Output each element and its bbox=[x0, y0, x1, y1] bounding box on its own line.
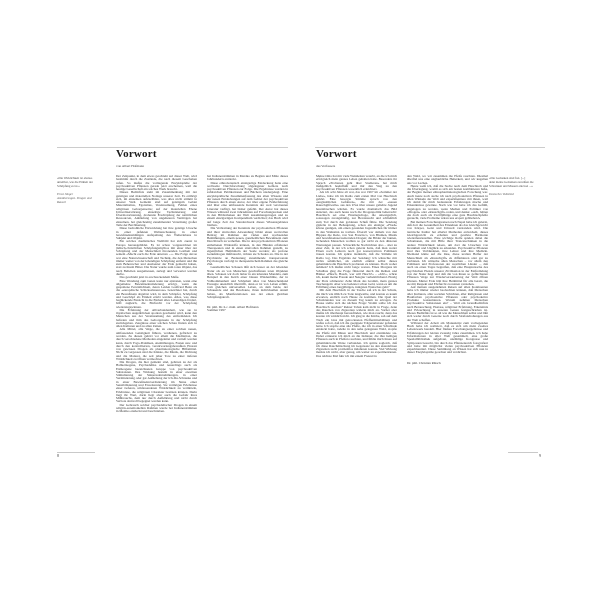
text-line: «Die Wirklichkeit ist ebenso bbox=[57, 176, 93, 180]
text-line: Das geschieht jetzt in erschreckendem Maße. bbox=[119, 275, 180, 280]
left-page-number: 8 bbox=[57, 453, 59, 458]
right-margin-quote bbox=[489, 177, 544, 197]
left-page-top-rule bbox=[57, 147, 288, 148]
text-line: Der Zeitpunkt, in dem etwas geschieht auf dieser Welt, wird bestimmt durch die Zustände, die nach diesem Geschehen rufen. So mußte die vorliegende Enzyklopädie der psychoaktiven Pflanzen gerade jetzt erscheinen, weil die heutige Gesellschaft ein solches Werk braucht. bbox=[116, 175, 197, 192]
text-line: Mit dem Haschisch in der Tasche saß ich in der Schule, die mich wie üblich zu Tode langweilte, und konnte es kaum erwarten, endlich nach Hause zu kommen. Die Qual der Schulstunden war an diesem Tag kaum zu ertragen. Zu Hause stellte sich die nächste Frage: Womit sollte ich das Haschisch rauchen? Reiner Tabak kam nicht in Frage, denn das Rauchen von Zigaretten widerte mich an. Vorher aber mußte ich überhaupt herausfinden, wie man raucht, denn das konnte ich wirklich nicht. Ich ging in die Küche, sah auf dem Tisch ein Glas mit getrockneten Pfefferminzblättern und wußte sofort, daß ich die geeignete Trägersubstanz gefunden hatte. Ich stopfte eine alte Pfeife, die ich in einer Schublade entdeckt hatte, radelte in den nahe gelegenen Wald, stopfte die Pfeife mit Minze und Haschisch und entzündete sie. Dabei erinnerte ich mich an die Indianer, die ihre heiligen Pflanzen auch in Pfeifen rauchten, und fühlte mich ihnen auf geheimnisvolle Weise verbunden. Ich spürte sogleich, daß ich diese Rauchmischung im Gegensatz zu den skandalösen Zigaretten recht problemlos inhalieren konnte. Viel Wirkung merkte ich nicht, aber genug, um weiter zu experimentieren. Das nächste Mal fuhr ich mit einem Freund in bbox=[316, 288, 397, 358]
right-column-2 bbox=[407, 175, 488, 365]
right-quote-lines bbox=[489, 177, 544, 189]
text-line: Schranken und Mauern entzwei ...» bbox=[489, 183, 533, 188]
right-page-number: 9 bbox=[539, 453, 541, 458]
left-quote-lines bbox=[57, 177, 99, 189]
text-line: Als ich acht Jahre alt war, das war 1967 im «Sommer der Liebe», habe ich im Radio zum ersten Mal von Haschisch gehört. Eine besorgte Stimme sprach von den «unglaublichen Gefahren», die mit der «neuen Rauschgiftwelle» aus den USA über unsere geliebte Jugend hereinbrechen würden. Es wurde dramatisch das Bild skizziert, das auch heute noch die Drogenpolitik beherrscht: Haschisch sei eine Einstiegsdroge, die unweigerlich, sozusagen zwangsläufig, zur Heroinsucht und schließlich zum Tod durch den goldenen Schuß führe. Die Sendung gipfelte in der Behauptung, schon ein einziger «Flash» könne genügen, um einen gesunden Jugendlichen für immer in den Wahnsinn zu treiben. Überall war damals von den Hippies die Rede, von San Francisco, von Blumen, Musik und bewußtseinserweiternden Drogen; die Bilder der bunten, lachenden Menschen wollten so gar nicht zu den düsteren Warnungen passen. Schreckliche Nachrichten also – aber zu einer Zeit, in der ich schon gelernt hatte, daß man weder Eltern noch Lehrern noch gar konservativen Politikern trauen konnte. Ich spürte instinktiv, daß die Stimme im Radio log. Das Ergebnis der Sendung: Ich wünschte mir nichts sehnlicher, als endlich einmal selbst dieses geheimnisvolle Haschisch probieren zu können. Doch woher nehmen? Ich mußte nicht lange warten. Eines Morgens im Schulbus ging die Frage flüsternd durch die Reihen und Bänke: «Hasch, Hasch, wer will Hasch?» – «Ich!», schrie ich, kaum meine Freude und Neugier verheimlichend. Einzig der Preis schmerzte: Zehn Mark das Gramm, mein ganzes Taschengeld. Aber was bedeutet schon Geld, wenn es um die Erfüllung eines langjährigen, innigsten Wunsches geht? bbox=[316, 190, 397, 290]
text-line: den Wald, wo wir zusammen die Pfeife rauchten. Diesmal überfiel uns eine unglaubliche Heiterkeit, und wir kugelten uns vor Lachen. bbox=[407, 174, 488, 185]
text-line: Der Gebrauch solcher psychedelischer Drogen in einem religiös-zeremoniellen Rahmen wurde bei Indianerstämmen in Mexiko entdeckt und beschrieben. bbox=[116, 402, 197, 414]
text-line: Eine Wendung zum Guten kann nur eintreten, wenn eine allgemeine Bewußtseinsänderung erfolgt, wenn die gespaltene Persönlichkeit, deren Leiden Gottfried Benn als die «europäische Schicksalsneurose» bezeichnet hat, durch ein Bewußtsein abgelöst wird, in dem Schöpfer, Schöpfung und Geschöpf als Einheit erlebt werden. Alles, was diese beglückende Einsicht in die Einheit alles Lebendigen fördert, hilft zugleich, die Ehrfurcht vor der Schöpfung wiederzugewinnen. bbox=[116, 278, 197, 309]
text-line: Sommer 1997 bbox=[207, 308, 226, 313]
text-line: Auf meinen ausgedehnten Reisen auf allen Kontinenten habe ich immer wieder beobachten können, daß Menschen aller Kulturen, aller sozialen Schichten, aller Religionen und Hautfarben psychoaktive Pflanzen oder psychoaktive Produkte konsumieren. Warum nehmen Menschen psychoaktive Substanzen ein? – Weil ein Grundbedürfnis nach Berauschung, Ekstase, religiöser Erfahrung, Erkenntnis und Erleuchtung in unseren Genen festgeschrieben ist. Dieses Bedürfnis ist so alt wie die Menschheit selbst und läßt sich weder durch Gesetze noch durch Strafandrohungen aus der Welt schaffen. bbox=[407, 285, 488, 322]
text-line: Diese ethnobotanisch einzigartige Entdeckung hatte eine weltweite Durchforschung abgelegener Gebiete nach psychoaktiven Pflanzen zur Folge. Die Ergebnisse wurden in zahlreichen Publikationen und Büchern niedergelegt. Eine enzyklopädische Zusammenfassung des alten Wissens und der neuen Entdeckungen auf dem Gebiet der psychoaktiven Pflanzen durch einen Autor, der über eigene Felderfahrung und über eine umfassende Kenntnis der weit verstreuten Literatur verfügt, hat bisher gefehlt. Der Autor hat dieses Wissen während zwei Jahrzehnten auf Forschungsreisen und in den Bibliotheken der Welt zusammengetragen und zu einem einzigartigen Kompendium verdichtet; das Buch wird auf lange Zeit das Standardwerk dieses Wissensgebietes bleiben. bbox=[207, 180, 288, 227]
left-page-subtitle: von Albert Hofmann bbox=[116, 164, 145, 168]
right-quote-attribution bbox=[489, 193, 544, 197]
text-line: Ganzheitliches Schauen läßt sich besser an der lebenden Natur als an von Menschen geschaffenen toten Objekten üben. Schauen wir doch lieber in ein lebendes Mandala, zum Beispiel in den Kelch einer blauen Windenblüte, der in Vollkommenheit und Schönheit alles von Menschenhand Erzeugte unendlich übertrifft, denn er ist von Leben erfüllt, vom gleichen universellen Leben, an dem beide, der Schauende und das Beschaute, ihren individuellen Anteil haben, als Manifestationen aus der einen gleichen Schöpfungskraft. bbox=[207, 265, 288, 299]
text-line: Ein solches dualistisches Weltbild hat sich zuerst in Europa herausgebildet. Es ist schon vorgezeichnet im jüdisch-christlichen Schöpfungsmythos mit einer über der Schöpfung und der Menschheit thronenden Gottheit und seinem «Macht euch die Erde untertan ...». Die Folge davon war eine Naturwissenschaft und Technik, die den Menschen immer weiter von der lebendigen Schöpfung entfernt und ihn zum Beherrscher und Ausbeuter der Erde gemacht haben, statt zu ihrem Hüter. Die Natur wurde zum toten Objekt, das nach Belieben ausgemessen, zerlegt und verwertet werden durfte. bbox=[116, 239, 197, 276]
text-line: Heute weiß ich, daß die Suche nach dem Haschisch und die Überlegung, womit es sich am besten kombinieren ließe, der Beginn meiner ethnopharmakologischen Forschung war. Auch heute noch suche ich nach psychoaktiven Pflanzen in allen Winkeln der Welt und experimentiere mit ihnen, weil ich damit für mich bedeutende Erfahrungen mache und Erkenntnisse gewinne. Nach wie vor habe ich das Gefühl, angelogen zu werden, wenn Medien und Politiker von «Drogen» oder «Rauschgift» reden, und denke: «Ach, hätten die doch auch als Zwölfjährige eine gute Haschischpfeife geraucht, viele Probleme wären uns erspart geblieben!» bbox=[407, 183, 488, 221]
text-line: Dieses Bedürfnis steht im Zusammenhang mit der geistigen und materiellen Notlage unserer Zeit. Es erübrigt sich, im einzelnen aufzuzählen, was alles nicht stimmt in unserer Welt. Gemeint sind auf geistigem Gebiet Materialismus, Egoismus, Vereinsamung, Fehlen eines religiösen Geborgenseins; auf der materiellen Ebene Umweltzerstörung, einseitige Technisierung und Übermotorisierung, drohende Erschöpfung der natürlichen Ressourcen, Anhäufung von ungeheuren Vermögen bei einzelnen, bei gleichzeitig zunehmender Verarmung großer Teile der Bevölkerung. bbox=[116, 190, 197, 227]
left-footer-rule bbox=[57, 452, 95, 453]
right-footer-rule bbox=[508, 452, 538, 453]
left-margin-quote bbox=[57, 177, 99, 204]
text-line: Bei meinen Forschungsreisen nach Nepal habe ich gelernt, daß dort die Gesundheit des Einzelnen als das Gleichgewicht von Körper, Geist und Umwelt verstanden wird. Die tantrische Kultur hat allerlei Methoden entwickelt, dieses Gleichgewicht zu erhalten und gestörte Harmonie wiederherzustellen. Eine wichtige Rolle spielen dabei die Schamanen, die mit Hilfe ihrer Trancetechniken in die andere Wirklichkeit reisen, um dort die Ursachen von Krankheit und Unglück zu erkunden. Psychoaktive Pflanzen sind ihre Verbündeten, ihre Lehrer und ihre Medizin. Niemand käme auf die Idee, diese uralten Helfer der Menschheit als «Rauschgift» zu diffamieren oder gar zu verbieten. Ich wünsche allen Menschen – vor allem den Politikern und Professoren der westlichen Länder –, daß auch sie eines Tages begreifen, daß eine Hauptursache des psychischen Elends unserer Zivilisation in der Entfremdung von der Natur liegt und daß die von ihnen so gefürchteten Pflanzen Wege zur Wiederverzauberung der Welt öffnen können. Mutter Erde hält ihre Heilmittel für alle bereit, die sie mit Respekt und Ehrfurcht zu nutzen verstehen. bbox=[407, 219, 488, 286]
text-line: Diese bedrohliche Entwicklung hat ihre geistige Ursache in einer defekten Weltanschauung, in einer bewußtseinsmäßigen Aufspaltung des Welterlebens in Subjekt und Objekt. bbox=[116, 226, 197, 241]
left-column-2-text bbox=[207, 175, 288, 299]
right-column-2-text bbox=[407, 175, 488, 355]
text-line: Schöpfung es ist.» bbox=[57, 183, 80, 188]
text-line: Dr. phil. Christian Rätsch bbox=[407, 360, 441, 365]
text-line: Während der Arbeit am Manuskript zum vorliegenden Buch habe ich realisiert, daß es sich um mein zweites Lebenswerk handelt. Hier fließen Forschungsergebnisse und Erfahrungen der letzten zwanzig Jahre zusammen. Ich habe Informationen in aller Welt gesammelt, eine große Spezialbibliothek aufgebaut, unzählige Kongresse und Symposien besucht, bin durch das Pflanzenreich fotografiert und habe mit möglichst vielen psychoaktiven Pflanzen experimentiert. Diese Sammlung an Wissen hat sich nun in dieser Enzyklopädie geordnet und verdichtet. bbox=[407, 320, 488, 355]
text-line: Ernst Jünger bbox=[57, 191, 74, 196]
right-column-1 bbox=[316, 175, 397, 454]
text-line: Deutsches Volkslied bbox=[489, 191, 514, 196]
right-signature bbox=[407, 362, 488, 365]
text-line: Die Erfahrung der Allverbundenheit, wie sie in mystischen Augenblicken spontan geschenkt wird, kann den Menschen aus der Vereinsamung des entfremdeten Ich befreien und ihm das Geborgensein in der Schöpfung zurückgeben. Zeugnisse einer solchen Schau finden sich in allen Kulturen und zu allen Zeiten. bbox=[116, 307, 197, 329]
text-line: bei Indianerstämmen in Mexiko zu Beginn und Mitte dieses Jahrhunderts entdeckt. bbox=[207, 174, 288, 182]
text-line: Annäherungen. Drogen und Rausch bbox=[57, 195, 92, 204]
text-line: Alle Mittel, alle Wege, die zu einer solchen neuen, umfassenden Geistigkeit führen, verdienen, gefördert zu werden. Zu diesen gehört vor allem die Meditation, die durch verschiedene Methoden eingeleitet und vertieft werden kann, durch Yoga-Praktiken, Atemübungen, Fasten usw. und durch den kontrollierten, verantwortungsbewußten Einsatz von gewissen Drogen als pharmakologische Hilfsmittel. Nicht zu vergessen sind die Künste, die Musik, die Dichtung und die Malerei, die seit jeher Tore zu einer tieferen Wirklichkeit zu öffnen vermochten. bbox=[116, 327, 197, 361]
left-signature bbox=[207, 306, 288, 313]
left-quote-attribution bbox=[57, 193, 99, 205]
text-line: Die Drogen, die hier gemeint sind, gehören zu der als Halluzinogene, Psychedelika und neuerdings auch als Entheogene bezeichneten Gruppe von psychoaktiven Substanzen. Ihre Wirkung besteht in einer enormen Stimulierung der Sinneswahrnehmungen, in einer Verminderung oder gar Aufhebung der Ich-Du-Schranke und in einer Bewußtseinsveränderung im Sinne einer Sensibilisierung und Erweiterung. Sie vermögen Erlebnisse einer tieferen, umfassenderen Wirklichkeit zu vermitteln, Erlebnisse, die religiösen Charakter besitzen können. Darin liegt ihr Wert, darin liegt aber auch die Gefahr ihres Mißbrauchs, dem nur durch Aufklärung und nicht durch Verbote sinnvoll begegnet werden kann. bbox=[116, 360, 197, 404]
text-line: denn meine Gedanken zerreißen die bbox=[489, 179, 534, 184]
text-line: Dr. phil. Dr. h.c. mult. Albert Hofmann bbox=[207, 305, 259, 310]
left-column-1 bbox=[116, 175, 197, 449]
text-line: Die Verbreitung der Kenntnis der psychoaktiven Pflanzen und ihrer sinnvollen Anwendung bildet einen wertvollen Beitrag im Rahmen der vielen und wachsenden Bemühungen, einem neuen, ganzheitlichen Bewußtsein zum Durchbruch zu verhelfen. Die in den psychoaktiven Pflanzen enthaltenen Wirkstoffe können, in den Händen erfahrener Therapeuten und in einen sinnvollen Rahmen gestellt, zu eigentlichen Heilmitteln der Seele werden; als profane Genußdrogen mißbraucht, richten sie Schaden an. Die in der Psychiatrie an Bedeutung zunehmende transpersonale Psychologie verfolgt in therapeutischem Rahmen das gleiche Ziel. bbox=[207, 226, 288, 267]
right-page-subtitle: des Verfassers bbox=[316, 164, 336, 168]
text-line: Meine Oma hat mir viele Weisheiten vererbt, an die ich mich erfolgreich mein ganzes Leben gehalten habe. Besonders ihr Spruch «Probieren geht über Studieren» hat mich maßgeblich beeinflußt und mir den Weg zu den psychoaktiven Pflanzen wesentlich erleichtert. bbox=[316, 175, 397, 192]
text-line: unteilbar, wie die Einheit der bbox=[57, 179, 93, 184]
text-line: «Die Gedanken sind frei. [...] bbox=[489, 176, 526, 180]
left-column-2 bbox=[207, 175, 288, 313]
right-page-title: Vorwort bbox=[316, 148, 357, 160]
left-page-title: Vorwort bbox=[116, 148, 157, 160]
